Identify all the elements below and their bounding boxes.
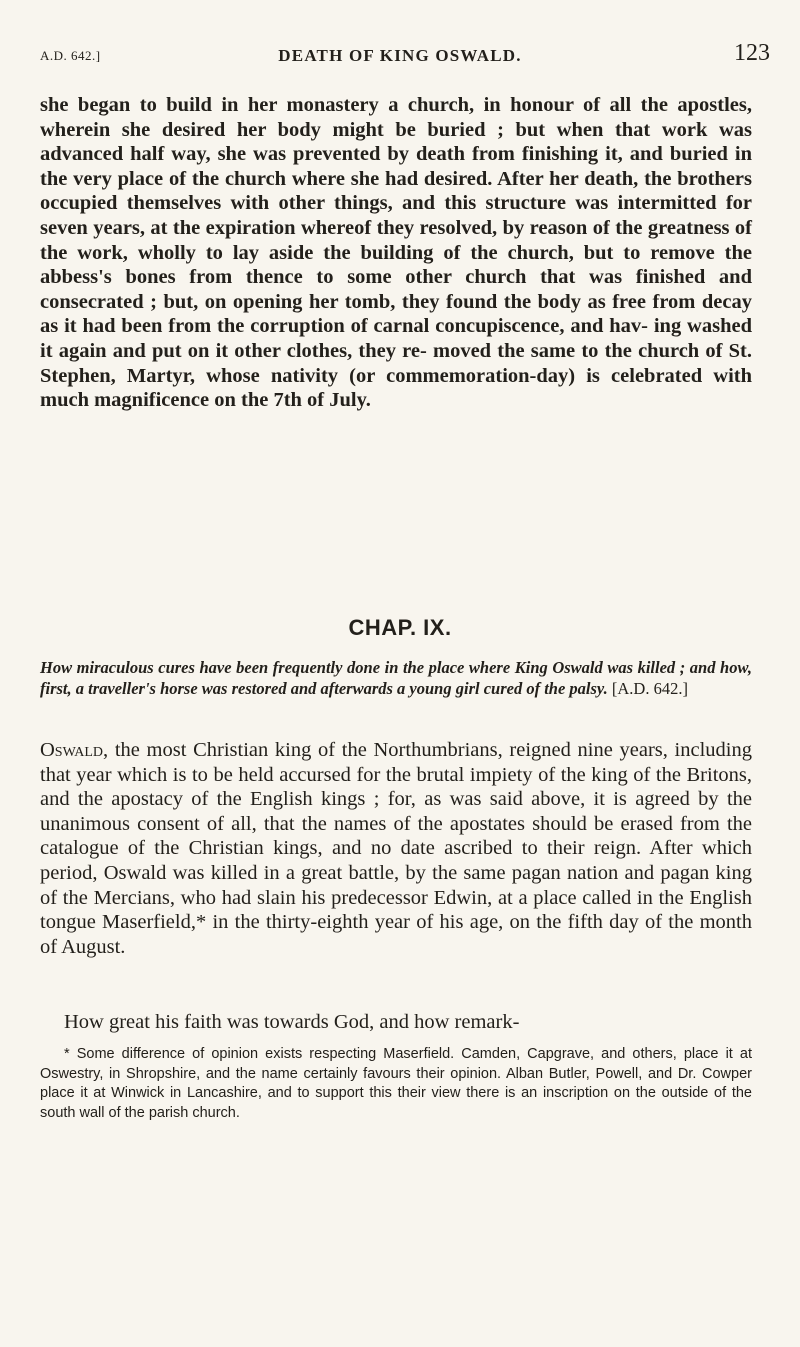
chapter-heading: CHAP. IX. (348, 615, 452, 640)
footnote: * Some difference of opinion exists respecting Maserfield. Camden, Capgrave, and others, place it at Oswestry, in Shropshire, and the name certainly favours their opinion. Alban Butler, Powell, and Dr. Cowper place it at Winwick in Lancashire, and to support this their view there is an inscription on the outside of the south wall of the parish church. (40, 1046, 752, 1121)
paragraph-2-lead-word: Oswald, (40, 739, 109, 761)
paragraph-3: How great his faith was towards God, and how remark- (64, 1011, 520, 1033)
header-date: A.D. 642.] (40, 48, 101, 63)
header-title: DEATH OF KING OSWALD. (278, 46, 522, 65)
page-number: 123 (734, 40, 770, 66)
chapter-date: [A.D. 642.] (611, 678, 688, 698)
chapter-summary (40, 658, 752, 699)
chapter-summary-text: How miraculous cures have been frequently done in the place where King Oswald was killed ; and how, first, a traveller's horse was restored and afterwards a young girl cured of the palsy. (40, 658, 752, 698)
paragraph-1: she began to build in her monastery a church, in honour of all the apostles, wherein she desired her body might be buried ; but when that work was advanced half way, she was prevented by death from finishing it, and buried in the very place of the church where she had desired. After her death, the brothers occupied themselves with other things, and this structure was intermitted for seven years, at the expiration whereof they resolved, by reason of the greatness of the work, wholly to lay aside the building of the church, but to remove the abbess's bones from thence to some other church that was finished and consecrated ; but, on opening her tomb, they found the body as free from decay as it had been from the corruption of carnal concupiscence, and hav- ing washed it again and put on it other clothes, they re- moved the same to the church of St. Stephen, Martyr, whose nativity (or commemoration-day) is celebrated with much magnificence on the 7th of July. (40, 94, 752, 412)
paragraph-2-text: the most Christian king of the Northumbrians, reigned nine years, including that year which is to be held accursed for the brutal impiety of the king of the Britons, and the apostacy of the English kings ; for, as was said above, it is agreed by the unanimous consent of all, that the names of the apostates should be erased from the catalogue of the Christian kings, and no date ascribed to their reign. After which period, Oswald was killed in a great battle, by the same pagan nation and pagan king of the Mercians, who had slain his predecessor Edwin, at a place called in the English tongue Maserfield,* in the thirty-eighth year of his age, on the fifth day of the month of August. (40, 739, 752, 958)
running-header (40, 40, 770, 70)
paragraph-2 (40, 738, 752, 959)
